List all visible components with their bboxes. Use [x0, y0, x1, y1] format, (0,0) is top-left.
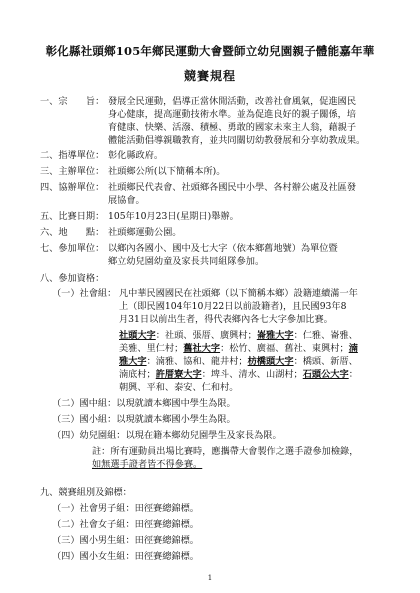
section-8-label: 八、參加資格： [40, 273, 105, 284]
district-villages: ：湳雅、協和、龍井村； [146, 356, 248, 367]
section-4-label: 四、協辦單位： [40, 182, 105, 193]
district-villages: ： [348, 369, 358, 380]
section-1-label: 一、宗 旨： [40, 96, 105, 107]
page-number: 1 [207, 574, 213, 582]
section-1-line: 育健康、快樂、活潑、積極、勇敢的國家未來主人翁，藉親子 [108, 122, 357, 133]
district-villages: ：社頭、張厝、廣興村； [155, 330, 257, 341]
district-name: 石頭公大字 [302, 369, 349, 380]
section-7-label: 七、參加單位： [40, 243, 105, 254]
section-3-label: 三、主辦單位： [40, 166, 105, 177]
section-7-line: 鄉立幼兒園幼童及家長共同組隊參加。 [108, 256, 265, 267]
championship-item: （一）社會男子組：田徑賽總錦標。 [52, 503, 199, 514]
document-subtitle: 競賽規程 [183, 69, 236, 83]
district-name: 許厝寮大字 [155, 369, 202, 380]
district-name: 枋橋頭大字 [247, 356, 294, 367]
section-9-label: 九、競賽組別及錦標： [40, 487, 132, 498]
district-villages: ：松竹、廣福、舊社、東興村； [220, 343, 349, 354]
section-6-text: 社頭鄉運動公園。 [108, 227, 182, 238]
district-line [119, 369, 358, 381]
section-5-text: 105年10月23日(星期日)舉辦。 [108, 211, 239, 222]
section-1-line: 體能活動倡導親職教育，並共同關切幼教發展和分享幼教成果。 [108, 135, 366, 146]
district-name: 湳 [348, 343, 358, 354]
section-4-line: 展協會。 [108, 195, 145, 206]
district-line [119, 356, 358, 368]
district-line [119, 330, 358, 342]
note-line: 如無選手證者皆不得參賽。 [92, 459, 203, 470]
document-title: 彰化縣社頭鄉105年鄉民運動大會暨師立幼兒園親子體能嘉年華 [45, 44, 375, 58]
section-2-label: 二、指導單位： [40, 150, 105, 161]
group-3: （三）國小組：以現就讀本鄉國小學生為限。 [52, 414, 236, 425]
district-name: 舊社大字 [183, 343, 221, 354]
section-6-label: 六、地 點： [40, 227, 105, 238]
section-4-line: 社頭鄉民代表會、社頭鄉各國民中小學、各村辦公處及社區發 [108, 182, 357, 193]
note-line: 註：所有運動員出場比賽時，應攜帶大會製作之選手證參加檢錄， [92, 446, 359, 457]
district-villages: ：橋頭、新厝、 [293, 356, 358, 367]
district-name: 社頭大字 [119, 330, 156, 341]
section-1-line: 身心健康，提高運動技術水準。並為促進良好的親子關係，培 [108, 109, 357, 120]
section-5-label: 五、比賽日期： [40, 211, 105, 222]
championship-item: （三）國小男生組：田徑賽總錦標。 [52, 535, 199, 546]
section-3-text: 社頭鄉公所(以下簡稱本所)。 [108, 166, 226, 177]
district-name: 崙雅大字 [256, 330, 294, 341]
group-2: （二）國中組：以現就讀本鄉國中學生為限。 [52, 398, 236, 409]
group-4: （四）幼兒園組：以現在籍本鄉幼兒園學生及家長為限。 [52, 430, 282, 441]
district-villages: 美雅、里仁村； [119, 343, 184, 354]
group-1-line: 凡中華民國國民在社頭鄉（以下簡稱本鄉）設籍連續滿一年 [119, 288, 358, 299]
district-villages: ：仁雅、崙雅、 [293, 330, 358, 341]
district-villages: 湳底村； [119, 369, 156, 380]
championship-item: （二）社會女子組：田徑賽總錦標。 [52, 519, 199, 530]
district-line: 朝興、平和、泰安、仁和村。 [119, 382, 239, 393]
group-1-line: 月31日以前出生者，得代表鄉內各七大字參加比賽。 [119, 314, 333, 325]
group-1-line: 上（即民國104年10月22日以前設籍者)，且民國93年8 [119, 301, 347, 312]
section-1-line: 發展全民運動，倡導正當休閒活動，改善社會風氣，促進國民 [108, 96, 357, 107]
district-name: 雅大字 [119, 356, 147, 367]
section-2-text: 彰化縣政府。 [108, 150, 164, 161]
district-villages: ：埤斗、清水、山湖村； [201, 369, 303, 380]
district-line [119, 343, 358, 355]
group-1-label: （一）社會組： [52, 288, 117, 299]
championship-item: （四）國小女生組：田徑賽總錦標。 [52, 551, 199, 562]
section-7-line: 以鄉內各國小、國中及七大字（依本鄉舊地號）為單位暨 [108, 243, 338, 254]
